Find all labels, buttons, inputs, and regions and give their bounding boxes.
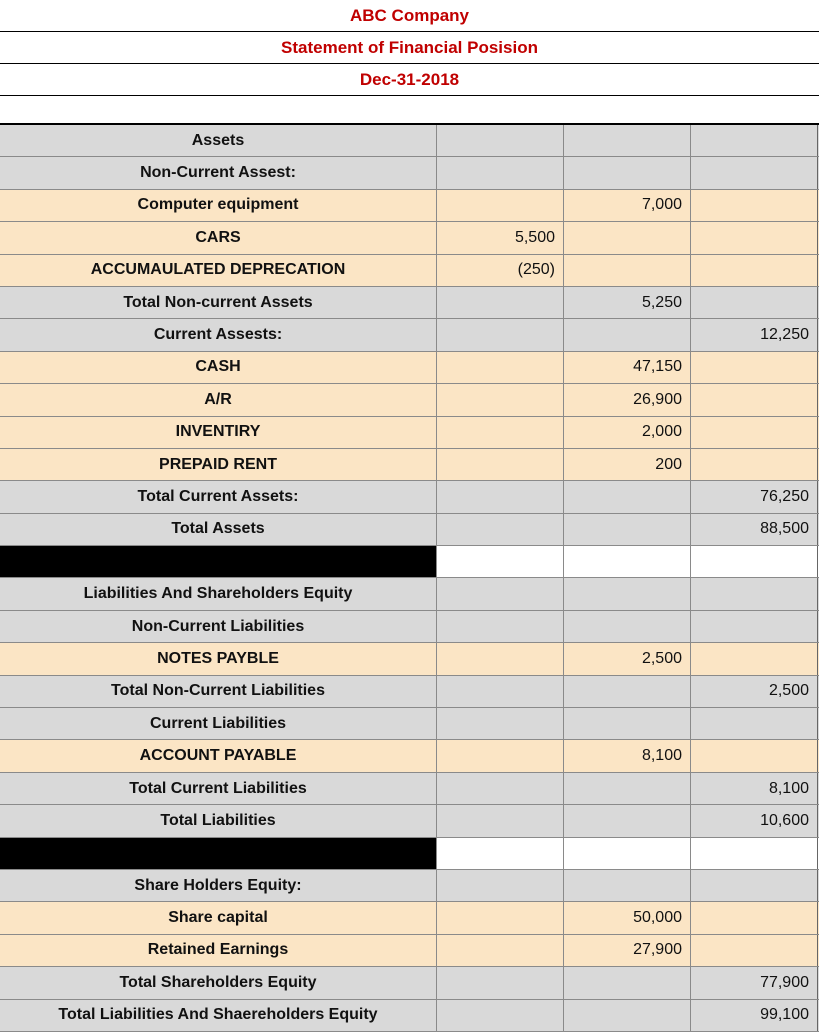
amount-cell-col3[interactable]	[691, 352, 818, 383]
amount-cell-col3[interactable]	[691, 676, 818, 707]
table-row	[0, 352, 819, 384]
amount-cell-col1[interactable]	[437, 935, 564, 966]
blank-header-row	[0, 96, 819, 125]
row-label-cell[interactable]	[0, 1000, 437, 1031]
row-label-cell[interactable]	[0, 935, 437, 966]
amount-value: 10,600	[760, 811, 809, 829]
row-label: Liabilities And Shareholders Equity	[83, 585, 353, 603]
amount-value: 5,250	[641, 293, 682, 311]
row-label: Total Liabilities	[160, 811, 276, 829]
amount-value: 27,900	[633, 941, 682, 959]
amount-cell-col1[interactable]	[437, 514, 564, 545]
row-label-cell[interactable]	[0, 417, 437, 448]
amount-value: 2,500	[641, 649, 682, 667]
table-row	[0, 417, 819, 449]
amount-cell-col1[interactable]	[437, 417, 564, 448]
company-name: ABC Company	[349, 5, 469, 25]
amount-cell-col1[interactable]	[437, 773, 564, 804]
amount-cell-col2[interactable]	[564, 708, 691, 739]
amount-cell-col1[interactable]	[437, 255, 564, 286]
amount-cell-col1[interactable]	[437, 740, 564, 771]
amount-cell-col3[interactable]	[691, 902, 818, 933]
table-row	[0, 481, 819, 513]
amount-cell-col2[interactable]	[564, 578, 691, 609]
amount-cell-col2[interactable]	[564, 740, 691, 771]
amount-cell-col2[interactable]	[564, 449, 691, 480]
amount-cell-col1[interactable]	[437, 676, 564, 707]
amount-cell-col3[interactable]	[691, 838, 818, 869]
amount-cell-col1[interactable]	[437, 546, 564, 577]
amount-value: 50,000	[633, 909, 682, 927]
row-label-cell[interactable]	[0, 255, 437, 286]
row-label-cell[interactable]	[0, 611, 437, 642]
amount-cell-col3[interactable]	[691, 481, 818, 512]
amount-cell-col3[interactable]	[691, 773, 818, 804]
amount-value: 8,100	[768, 779, 809, 797]
amount-cell-col3[interactable]	[691, 449, 818, 480]
table-row	[0, 319, 819, 351]
amount-cell-col1[interactable]	[437, 870, 564, 901]
amount-cell-col1[interactable]	[437, 611, 564, 642]
row-label: Assets	[191, 131, 245, 149]
amount-cell-col2[interactable]	[564, 125, 691, 156]
row-label: ACCOUNT PAYABLE	[139, 747, 297, 765]
amount-cell-col2[interactable]	[564, 417, 691, 448]
row-label-cell[interactable]	[0, 708, 437, 739]
amount-value: 77,900	[760, 973, 809, 991]
amount-cell-col2[interactable]	[564, 514, 691, 545]
amount-value: 99,100	[760, 1006, 809, 1024]
amount-cell-col1[interactable]	[437, 190, 564, 221]
amount-value: 8,100	[641, 747, 682, 765]
amount-cell-col2[interactable]	[564, 611, 691, 642]
row-label: Non-Current Liabilities	[131, 617, 305, 635]
amount-value: 5,500	[514, 228, 555, 246]
row-label: Retained Earnings	[147, 941, 289, 959]
amount-cell-col1[interactable]	[437, 805, 564, 836]
amount-cell-col1[interactable]	[437, 222, 564, 253]
row-label-cell[interactable]	[0, 740, 437, 771]
row-label-cell[interactable]	[0, 514, 437, 545]
row-label: CASH	[195, 358, 241, 376]
amount-cell-col2[interactable]	[564, 287, 691, 318]
amount-cell-col2[interactable]	[564, 190, 691, 221]
amount-cell-col2[interactable]	[564, 481, 691, 512]
table-row	[0, 125, 819, 157]
table-row	[0, 902, 819, 934]
row-label: Total Non-current Assets	[123, 293, 313, 311]
row-label: Total Shareholders Equity	[119, 973, 317, 991]
row-label: PREPAID RENT	[159, 455, 277, 473]
amount-cell-col3[interactable]	[691, 740, 818, 771]
amount-cell-col2[interactable]	[564, 935, 691, 966]
table-row	[0, 611, 819, 643]
row-label: Non-Current Assest:	[140, 164, 296, 182]
amount-cell-col2[interactable]	[564, 676, 691, 707]
amount-value: 7,000	[641, 196, 682, 214]
row-label-cell[interactable]	[0, 190, 437, 221]
row-label: Total Current Liabilities	[129, 779, 307, 797]
row-label: CARS	[195, 228, 241, 246]
row-label-cell[interactable]	[0, 967, 437, 998]
row-label: Share capital	[168, 909, 268, 927]
row-label-cell[interactable]	[0, 287, 437, 318]
amount-cell-col2[interactable]	[564, 255, 691, 286]
row-label: Total Assets	[171, 520, 265, 538]
table-row	[0, 384, 819, 416]
table-row	[0, 708, 819, 740]
table-row	[0, 935, 819, 967]
amount-cell-col3[interactable]	[691, 578, 818, 609]
amount-cell-col1[interactable]	[437, 481, 564, 512]
amount-cell-col1[interactable]	[437, 125, 564, 156]
amount-cell-col1[interactable]	[437, 352, 564, 383]
amount-cell-col2[interactable]	[564, 546, 691, 577]
table-row	[0, 514, 819, 546]
balance-sheet-table	[0, 125, 819, 1032]
amount-value: 200	[655, 455, 682, 473]
amount-cell-col3[interactable]	[691, 805, 818, 836]
row-label-cell[interactable]	[0, 352, 437, 383]
amount-cell-col3[interactable]	[691, 157, 818, 188]
table-row	[0, 1000, 819, 1032]
table-row	[0, 740, 819, 772]
row-label: ACCUMAULATED DEPRECATION	[90, 261, 346, 279]
amount-cell-col2[interactable]	[564, 222, 691, 253]
amount-cell-col2[interactable]	[564, 902, 691, 933]
amount-cell-col2[interactable]	[564, 384, 691, 415]
amount-cell-col3[interactable]	[691, 967, 818, 998]
row-label-cell[interactable]	[0, 902, 437, 933]
amount-cell-col3[interactable]	[691, 935, 818, 966]
row-label: Computer equipment	[137, 196, 299, 214]
amount-cell-col3[interactable]	[691, 384, 818, 415]
amount-value: 2,500	[768, 682, 809, 700]
amount-cell-col3[interactable]	[691, 222, 818, 253]
table-row	[0, 287, 819, 319]
table-row	[0, 805, 819, 837]
amount-cell-col3[interactable]	[691, 1000, 818, 1031]
amount-cell-col2[interactable]	[564, 838, 691, 869]
row-label-cell[interactable]	[0, 384, 437, 415]
amount-value: 76,250	[760, 487, 809, 505]
table-row	[0, 222, 819, 254]
row-label: Total Liabilities And Shaereholders Equity	[58, 1006, 378, 1024]
row-label: A/R	[204, 390, 232, 408]
amount-cell-col2[interactable]	[564, 319, 691, 350]
row-label: Share Holders Equity:	[134, 876, 302, 894]
row-label-cell[interactable]	[0, 870, 437, 901]
amount-cell-col1[interactable]	[437, 643, 564, 674]
row-label: INVENTIRY	[175, 423, 261, 441]
row-label: NOTES PAYBLE	[157, 649, 279, 667]
table-row	[0, 190, 819, 222]
statement-date: Dec-31-2018	[359, 69, 460, 89]
table-row	[0, 578, 819, 610]
row-label: Total Non-Current Liabilities	[111, 682, 325, 700]
table-row	[0, 676, 819, 708]
amount-cell-col2[interactable]	[564, 1000, 691, 1031]
table-row	[0, 643, 819, 675]
row-label-cell[interactable]	[0, 222, 437, 253]
amount-cell-col2[interactable]	[564, 773, 691, 804]
row-label: Current Assests:	[153, 326, 283, 344]
table-row	[0, 870, 819, 902]
amount-cell-col3[interactable]	[691, 287, 818, 318]
statement-title-row	[0, 32, 819, 64]
amount-cell-col3[interactable]	[691, 643, 818, 674]
amount-cell-col2[interactable]	[564, 157, 691, 188]
row-label-cell[interactable]	[0, 125, 437, 156]
row-label-cell[interactable]	[0, 676, 437, 707]
amount-cell-col3[interactable]	[691, 870, 818, 901]
amount-cell-col3[interactable]	[691, 255, 818, 286]
amount-cell-col1[interactable]	[437, 838, 564, 869]
amount-cell-col3[interactable]	[691, 417, 818, 448]
amount-cell-col1[interactable]	[437, 708, 564, 739]
amount-cell-col1[interactable]	[437, 319, 564, 350]
amount-cell-col1[interactable]	[437, 384, 564, 415]
row-label-cell[interactable]	[0, 773, 437, 804]
row-label: Current Liabilities	[149, 714, 287, 732]
row-label-cell[interactable]	[0, 578, 437, 609]
row-label-cell[interactable]	[0, 838, 437, 869]
separator-row	[0, 546, 819, 578]
amount-cell-col3[interactable]	[691, 125, 818, 156]
amount-cell-col1[interactable]	[437, 287, 564, 318]
amount-value: 2,000	[641, 423, 682, 441]
amount-value: 88,500	[760, 520, 809, 538]
table-row	[0, 157, 819, 189]
table-row	[0, 967, 819, 999]
amount-cell-col3[interactable]	[691, 708, 818, 739]
amount-value: 26,900	[633, 390, 682, 408]
amount-cell-col2[interactable]	[564, 643, 691, 674]
amount-cell-col1[interactable]	[437, 157, 564, 188]
table-row	[0, 773, 819, 805]
row-label-cell[interactable]	[0, 319, 437, 350]
row-label-cell[interactable]	[0, 157, 437, 188]
row-label-cell[interactable]	[0, 449, 437, 480]
statement-date-row	[0, 64, 819, 96]
amount-value: 12,250	[760, 326, 809, 344]
statement-title: Statement of Financial Posision	[281, 37, 538, 57]
company-name-row	[0, 0, 819, 32]
row-label-cell[interactable]	[0, 546, 437, 577]
amount-value: 47,150	[633, 358, 682, 376]
amount-cell-col1[interactable]	[437, 578, 564, 609]
amount-cell-col2[interactable]	[564, 870, 691, 901]
amount-cell-col2[interactable]	[564, 805, 691, 836]
amount-cell-col1[interactable]	[437, 902, 564, 933]
amount-cell-col3[interactable]	[691, 611, 818, 642]
table-row	[0, 255, 819, 287]
amount-cell-col1[interactable]	[437, 449, 564, 480]
row-label-cell[interactable]	[0, 805, 437, 836]
row-label-cell[interactable]	[0, 643, 437, 674]
row-label-cell[interactable]	[0, 481, 437, 512]
amount-cell-col2[interactable]	[564, 352, 691, 383]
amount-cell-col3[interactable]	[691, 190, 818, 221]
amount-cell-col1[interactable]	[437, 967, 564, 998]
amount-value: (250)	[517, 261, 555, 279]
amount-cell-col3[interactable]	[691, 546, 818, 577]
amount-cell-col1[interactable]	[437, 1000, 564, 1031]
amount-cell-col3[interactable]	[691, 319, 818, 350]
row-label: Total Current Assets:	[137, 487, 299, 505]
amount-cell-col2[interactable]	[564, 967, 691, 998]
table-row	[0, 449, 819, 481]
amount-cell-col3[interactable]	[691, 514, 818, 545]
separator-row	[0, 838, 819, 870]
